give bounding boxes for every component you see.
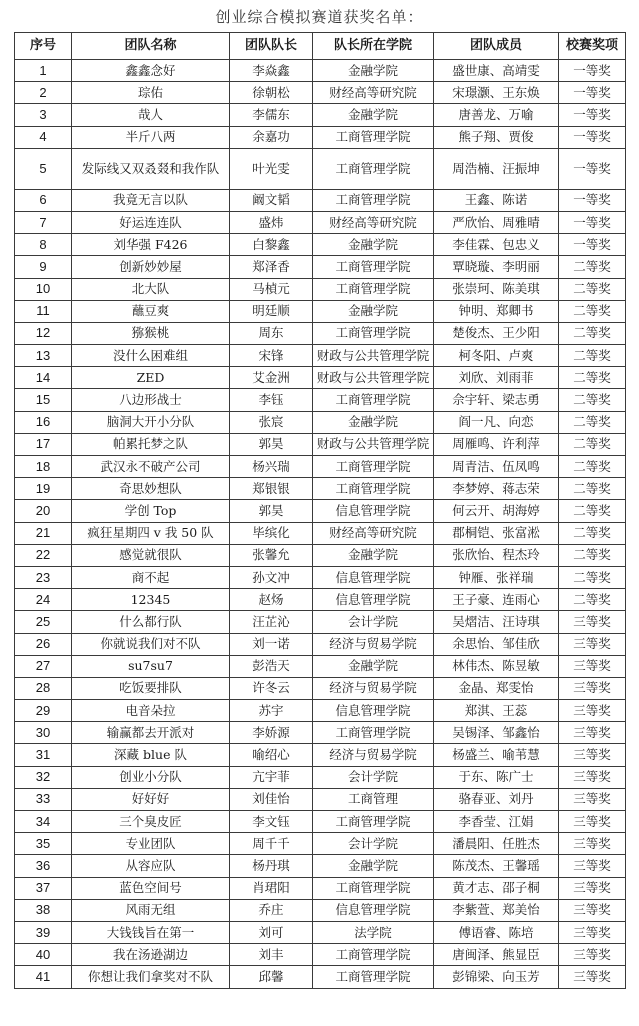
cell-team-name: 刘华强 F426 bbox=[72, 234, 230, 256]
cell-leader: 李儒东 bbox=[230, 104, 313, 126]
cell-no: 41 bbox=[15, 966, 72, 988]
cell-school: 财政与公共管理学院 bbox=[313, 367, 434, 389]
cell-team-name: 好运连连队 bbox=[72, 211, 230, 233]
cell-members: 吴锡泽、邹鑫怡 bbox=[434, 722, 559, 744]
cell-members: 周青洁、伍凤鸣 bbox=[434, 456, 559, 478]
cell-no: 31 bbox=[15, 744, 72, 766]
cell-award: 二等奖 bbox=[559, 278, 626, 300]
cell-leader: 喻绍心 bbox=[230, 744, 313, 766]
cell-no: 9 bbox=[15, 256, 72, 278]
cell-award: 二等奖 bbox=[559, 522, 626, 544]
cell-school: 会计学院 bbox=[313, 766, 434, 788]
cell-no: 6 bbox=[15, 189, 72, 211]
cell-award: 三等奖 bbox=[559, 766, 626, 788]
cell-no: 4 bbox=[15, 126, 72, 148]
cell-award: 一等奖 bbox=[559, 211, 626, 233]
cell-no: 24 bbox=[15, 589, 72, 611]
cell-school: 经济与贸易学院 bbox=[313, 744, 434, 766]
cell-award: 三等奖 bbox=[559, 722, 626, 744]
cell-members: 周雁鸣、许利萍 bbox=[434, 433, 559, 455]
cell-members: 金晶、郑雯怡 bbox=[434, 677, 559, 699]
cell-members: 唐善龙、万喻 bbox=[434, 104, 559, 126]
cell-school: 财政与公共管理学院 bbox=[313, 345, 434, 367]
cell-no: 37 bbox=[15, 877, 72, 899]
cell-award: 一等奖 bbox=[559, 126, 626, 148]
cell-members: 何云开、胡海婷 bbox=[434, 500, 559, 522]
cell-award: 二等奖 bbox=[559, 300, 626, 322]
header-no: 序号 bbox=[15, 33, 72, 60]
cell-award: 二等奖 bbox=[559, 433, 626, 455]
table-row bbox=[15, 877, 626, 899]
cell-team-name: ZED bbox=[72, 367, 230, 389]
table-row bbox=[15, 811, 626, 833]
cell-award: 一等奖 bbox=[559, 234, 626, 256]
cell-leader: 毕缤化 bbox=[230, 522, 313, 544]
cell-school: 财经高等研究院 bbox=[313, 522, 434, 544]
cell-no: 12 bbox=[15, 322, 72, 344]
table-row bbox=[15, 104, 626, 126]
table-row bbox=[15, 921, 626, 943]
cell-team-name: 从容应队 bbox=[72, 855, 230, 877]
cell-school: 工商管理学院 bbox=[313, 189, 434, 211]
cell-no: 34 bbox=[15, 811, 72, 833]
cell-leader: 马楨元 bbox=[230, 278, 313, 300]
cell-award: 一等奖 bbox=[559, 148, 626, 189]
table-row bbox=[15, 82, 626, 104]
cell-team-name: 脑洞大开小分队 bbox=[72, 411, 230, 433]
cell-members: 严欣怡、周雅晴 bbox=[434, 211, 559, 233]
cell-team-name: 你想让我们拿奖对不队 bbox=[72, 966, 230, 988]
cell-team-name: 学创 Top bbox=[72, 500, 230, 522]
cell-leader: 张馨允 bbox=[230, 544, 313, 566]
cell-leader: 郑泽香 bbox=[230, 256, 313, 278]
cell-award: 一等奖 bbox=[559, 60, 626, 82]
cell-leader: 乔庄 bbox=[230, 899, 313, 921]
cell-no: 20 bbox=[15, 500, 72, 522]
cell-school: 信息管理学院 bbox=[313, 500, 434, 522]
cell-members: 宋璟灏、王东焕 bbox=[434, 82, 559, 104]
cell-no: 38 bbox=[15, 899, 72, 921]
cell-award: 三等奖 bbox=[559, 677, 626, 699]
cell-no: 18 bbox=[15, 456, 72, 478]
cell-team-name: 我在汤逊湖边 bbox=[72, 944, 230, 966]
cell-leader: 李娇源 bbox=[230, 722, 313, 744]
cell-school: 工商管理学院 bbox=[313, 456, 434, 478]
cell-team-name: 哉人 bbox=[72, 104, 230, 126]
cell-award: 三等奖 bbox=[559, 833, 626, 855]
header-leader: 团队队长 bbox=[230, 33, 313, 60]
cell-school: 经济与贸易学院 bbox=[313, 633, 434, 655]
cell-school: 金融学院 bbox=[313, 300, 434, 322]
cell-no: 2 bbox=[15, 82, 72, 104]
cell-leader: 周东 bbox=[230, 322, 313, 344]
cell-no: 21 bbox=[15, 522, 72, 544]
cell-award: 三等奖 bbox=[559, 811, 626, 833]
cell-members: 余思怡、邹佳欣 bbox=[434, 633, 559, 655]
header-school: 队长所在学院 bbox=[313, 33, 434, 60]
cell-school: 信息管理学院 bbox=[313, 899, 434, 921]
cell-school: 财政与公共管理学院 bbox=[313, 433, 434, 455]
cell-members: 覃晓璇、李明丽 bbox=[434, 256, 559, 278]
cell-school: 金融学院 bbox=[313, 855, 434, 877]
cell-leader: 周千千 bbox=[230, 833, 313, 855]
cell-team-name: 半斤八两 bbox=[72, 126, 230, 148]
cell-team-name: 12345 bbox=[72, 589, 230, 611]
cell-leader: 明廷顺 bbox=[230, 300, 313, 322]
cell-school: 金融学院 bbox=[313, 544, 434, 566]
cell-school: 财经高等研究院 bbox=[313, 82, 434, 104]
cell-team-name: 没什么困难组 bbox=[72, 345, 230, 367]
table-row bbox=[15, 345, 626, 367]
cell-team-name: 疯狂星期四 v 我 50 队 bbox=[72, 522, 230, 544]
cell-leader: 肖珺阳 bbox=[230, 877, 313, 899]
cell-school: 金融学院 bbox=[313, 104, 434, 126]
cell-members: 骆春亚、刘丹 bbox=[434, 788, 559, 810]
table-row bbox=[15, 148, 626, 189]
cell-members: 钟明、郑卿书 bbox=[434, 300, 559, 322]
cell-no: 15 bbox=[15, 389, 72, 411]
cell-leader: 刘丰 bbox=[230, 944, 313, 966]
table-row bbox=[15, 211, 626, 233]
cell-members: 陈茂杰、王馨瑶 bbox=[434, 855, 559, 877]
cell-team-name: 三个臭皮匠 bbox=[72, 811, 230, 833]
cell-leader: 余嘉功 bbox=[230, 126, 313, 148]
cell-members: 钟雁、张祥瑞 bbox=[434, 566, 559, 588]
table-row bbox=[15, 589, 626, 611]
cell-leader: 李钰 bbox=[230, 389, 313, 411]
cell-award: 三等奖 bbox=[559, 744, 626, 766]
table-row bbox=[15, 60, 626, 82]
table-row bbox=[15, 677, 626, 699]
cell-award: 二等奖 bbox=[559, 345, 626, 367]
document-title: 创业综合模拟赛道获奖名单： bbox=[215, 8, 424, 26]
cell-team-name: 发际线又双叒叕和我作队 bbox=[72, 148, 230, 189]
cell-award: 二等奖 bbox=[559, 566, 626, 588]
cell-school: 会计学院 bbox=[313, 611, 434, 633]
cell-team-name: 深藏 blue 队 bbox=[72, 744, 230, 766]
cell-members: 李佳霖、包忠义 bbox=[434, 234, 559, 256]
cell-school: 工商管理学院 bbox=[313, 877, 434, 899]
cell-no: 11 bbox=[15, 300, 72, 322]
cell-school: 工商管理学院 bbox=[313, 811, 434, 833]
cell-leader: 邱馨 bbox=[230, 966, 313, 988]
cell-leader: 郭昊 bbox=[230, 500, 313, 522]
cell-school: 工商管理学院 bbox=[313, 389, 434, 411]
cell-members: 周浩楠、汪振坤 bbox=[434, 148, 559, 189]
cell-leader: 亢宇菲 bbox=[230, 766, 313, 788]
cell-award: 二等奖 bbox=[559, 256, 626, 278]
cell-leader: 盛炜 bbox=[230, 211, 313, 233]
cell-leader: 孙文冲 bbox=[230, 566, 313, 588]
cell-members: 潘晨阳、任胜杰 bbox=[434, 833, 559, 855]
cell-leader: 汪芷沁 bbox=[230, 611, 313, 633]
cell-members: 张欣怡、程杰玲 bbox=[434, 544, 559, 566]
header-members: 团队成员 bbox=[434, 33, 559, 60]
cell-school: 经济与贸易学院 bbox=[313, 677, 434, 699]
cell-award: 三等奖 bbox=[559, 921, 626, 943]
cell-school: 财经高等研究院 bbox=[313, 211, 434, 233]
table-row bbox=[15, 478, 626, 500]
cell-members: 彭锦梁、向玉芳 bbox=[434, 966, 559, 988]
cell-leader: 李焱鑫 bbox=[230, 60, 313, 82]
cell-award: 三等奖 bbox=[559, 788, 626, 810]
cell-leader: 赵炀 bbox=[230, 589, 313, 611]
cell-team-name: 八边形战士 bbox=[72, 389, 230, 411]
cell-leader: 叶光雯 bbox=[230, 148, 313, 189]
cell-leader: 杨丹琪 bbox=[230, 855, 313, 877]
cell-members: 张崇珂、陈美琪 bbox=[434, 278, 559, 300]
cell-members: 杨盛兰、喻苇慧 bbox=[434, 744, 559, 766]
cell-leader: 刘可 bbox=[230, 921, 313, 943]
cell-team-name: 我竟无言以队 bbox=[72, 189, 230, 211]
cell-no: 13 bbox=[15, 345, 72, 367]
cell-leader: 杨兴瑞 bbox=[230, 456, 313, 478]
cell-leader: 宋锋 bbox=[230, 345, 313, 367]
cell-no: 25 bbox=[15, 611, 72, 633]
cell-members: 熊子翔、贾俊 bbox=[434, 126, 559, 148]
cell-members: 郡桐铠、张富淞 bbox=[434, 522, 559, 544]
cell-leader: 艾金洲 bbox=[230, 367, 313, 389]
cell-team-name: 琮佑 bbox=[72, 82, 230, 104]
cell-no: 3 bbox=[15, 104, 72, 126]
cell-team-name: 猕猴桃 bbox=[72, 322, 230, 344]
cell-team-name: 武汉永不破产公司 bbox=[72, 456, 230, 478]
cell-members: 黄才志、邵子桐 bbox=[434, 877, 559, 899]
cell-award: 二等奖 bbox=[559, 544, 626, 566]
cell-team-name: 帕累托梦之队 bbox=[72, 433, 230, 455]
cell-school: 金融学院 bbox=[313, 60, 434, 82]
cell-team-name: 什么都行队 bbox=[72, 611, 230, 633]
cell-members: 吴熠洁、汪诗琪 bbox=[434, 611, 559, 633]
cell-members: 柯冬阳、卢爽 bbox=[434, 345, 559, 367]
cell-school: 会计学院 bbox=[313, 833, 434, 855]
cell-team-name: su7su7 bbox=[72, 655, 230, 677]
cell-school: 金融学院 bbox=[313, 655, 434, 677]
cell-award: 一等奖 bbox=[559, 82, 626, 104]
table-row bbox=[15, 367, 626, 389]
cell-school: 工商管理学院 bbox=[313, 944, 434, 966]
cell-award: 三等奖 bbox=[559, 966, 626, 988]
cell-members: 刘欣、刘雨菲 bbox=[434, 367, 559, 389]
cell-team-name: 电音朵拉 bbox=[72, 700, 230, 722]
cell-school: 工商管理学院 bbox=[313, 256, 434, 278]
cell-leader: 阚文韬 bbox=[230, 189, 313, 211]
cell-members: 楚俊杰、王少阳 bbox=[434, 322, 559, 344]
cell-leader: 郭昊 bbox=[230, 433, 313, 455]
table-row bbox=[15, 433, 626, 455]
cell-no: 16 bbox=[15, 411, 72, 433]
cell-school: 工商管理学院 bbox=[313, 148, 434, 189]
cell-team-name: 大钱钱旨在第一 bbox=[72, 921, 230, 943]
cell-team-name: 创业小分队 bbox=[72, 766, 230, 788]
cell-members: 林伟杰、陈昱敏 bbox=[434, 655, 559, 677]
table-row bbox=[15, 411, 626, 433]
cell-members: 王子豪、连雨心 bbox=[434, 589, 559, 611]
cell-no: 30 bbox=[15, 722, 72, 744]
cell-award: 二等奖 bbox=[559, 389, 626, 411]
cell-award: 二等奖 bbox=[559, 367, 626, 389]
cell-members: 盛世康、高靖雯 bbox=[434, 60, 559, 82]
cell-leader: 刘佳怡 bbox=[230, 788, 313, 810]
cell-no: 22 bbox=[15, 544, 72, 566]
table-row bbox=[15, 833, 626, 855]
cell-team-name: 蘸豆爽 bbox=[72, 300, 230, 322]
cell-award: 三等奖 bbox=[559, 944, 626, 966]
cell-team-name: 奇思妙想队 bbox=[72, 478, 230, 500]
cell-no: 26 bbox=[15, 633, 72, 655]
cell-leader: 白黎鑫 bbox=[230, 234, 313, 256]
cell-school: 法学院 bbox=[313, 921, 434, 943]
cell-award: 二等奖 bbox=[559, 478, 626, 500]
cell-award: 三等奖 bbox=[559, 855, 626, 877]
cell-no: 23 bbox=[15, 566, 72, 588]
cell-no: 29 bbox=[15, 700, 72, 722]
cell-members: 王鑫、陈诺 bbox=[434, 189, 559, 211]
cell-team-name: 感觉就很队 bbox=[72, 544, 230, 566]
cell-no: 7 bbox=[15, 211, 72, 233]
cell-no: 39 bbox=[15, 921, 72, 943]
cell-no: 17 bbox=[15, 433, 72, 455]
cell-leader: 郑银银 bbox=[230, 478, 313, 500]
cell-award: 三等奖 bbox=[559, 877, 626, 899]
cell-award: 二等奖 bbox=[559, 411, 626, 433]
cell-members: 李紫萱、郑美怡 bbox=[434, 899, 559, 921]
cell-leader: 彭浩天 bbox=[230, 655, 313, 677]
cell-no: 5 bbox=[15, 148, 72, 189]
table-row bbox=[15, 278, 626, 300]
table-row bbox=[15, 744, 626, 766]
cell-team-name: 鑫鑫念好 bbox=[72, 60, 230, 82]
table-row bbox=[15, 256, 626, 278]
cell-award: 三等奖 bbox=[559, 633, 626, 655]
cell-no: 40 bbox=[15, 944, 72, 966]
cell-no: 33 bbox=[15, 788, 72, 810]
cell-school: 金融学院 bbox=[313, 411, 434, 433]
header-team-name: 团队名称 bbox=[72, 33, 230, 60]
table-body bbox=[15, 60, 626, 989]
cell-award: 一等奖 bbox=[559, 104, 626, 126]
cell-school: 工商管理学院 bbox=[313, 478, 434, 500]
cell-school: 工商管理学院 bbox=[313, 322, 434, 344]
awards-table bbox=[14, 32, 626, 989]
cell-award: 二等奖 bbox=[559, 322, 626, 344]
cell-leader: 苏宇 bbox=[230, 700, 313, 722]
cell-no: 28 bbox=[15, 677, 72, 699]
table-row bbox=[15, 522, 626, 544]
table-row bbox=[15, 566, 626, 588]
table-row bbox=[15, 500, 626, 522]
cell-members: 李梦婷、蒋志荣 bbox=[434, 478, 559, 500]
cell-team-name: 吃饭要排队 bbox=[72, 677, 230, 699]
cell-school: 信息管理学院 bbox=[313, 566, 434, 588]
cell-members: 佘宇轩、梁志勇 bbox=[434, 389, 559, 411]
cell-leader: 张宸 bbox=[230, 411, 313, 433]
cell-school: 信息管理学院 bbox=[313, 589, 434, 611]
cell-team-name: 专业团队 bbox=[72, 833, 230, 855]
cell-no: 32 bbox=[15, 766, 72, 788]
cell-award: 三等奖 bbox=[559, 700, 626, 722]
table-row bbox=[15, 722, 626, 744]
cell-members: 阎一凡、向恋 bbox=[434, 411, 559, 433]
cell-team-name: 好好好 bbox=[72, 788, 230, 810]
cell-award: 三等奖 bbox=[559, 899, 626, 921]
cell-no: 1 bbox=[15, 60, 72, 82]
table-row bbox=[15, 234, 626, 256]
cell-members: 于东、陈广士 bbox=[434, 766, 559, 788]
table-row bbox=[15, 633, 626, 655]
cell-award: 三等奖 bbox=[559, 655, 626, 677]
cell-team-name: 创新妙妙屋 bbox=[72, 256, 230, 278]
table-row bbox=[15, 788, 626, 810]
cell-award: 一等奖 bbox=[559, 189, 626, 211]
cell-no: 35 bbox=[15, 833, 72, 855]
cell-no: 19 bbox=[15, 478, 72, 500]
cell-team-name: 蓝色空间号 bbox=[72, 877, 230, 899]
cell-no: 10 bbox=[15, 278, 72, 300]
cell-school: 工商管理 bbox=[313, 788, 434, 810]
cell-award: 三等奖 bbox=[559, 611, 626, 633]
table-row bbox=[15, 126, 626, 148]
cell-members: 郑淇、王蕊 bbox=[434, 700, 559, 722]
table-row bbox=[15, 456, 626, 478]
table-row bbox=[15, 189, 626, 211]
table-header-row bbox=[15, 33, 626, 60]
cell-school: 工商管理学院 bbox=[313, 126, 434, 148]
table-row bbox=[15, 655, 626, 677]
cell-award: 二等奖 bbox=[559, 500, 626, 522]
cell-school: 工商管理学院 bbox=[313, 966, 434, 988]
table-row bbox=[15, 300, 626, 322]
cell-school: 工商管理学院 bbox=[313, 278, 434, 300]
cell-leader: 许冬云 bbox=[230, 677, 313, 699]
cell-team-name: 输赢都去开派对 bbox=[72, 722, 230, 744]
cell-no: 27 bbox=[15, 655, 72, 677]
cell-award: 二等奖 bbox=[559, 589, 626, 611]
table-row bbox=[15, 899, 626, 921]
table-row bbox=[15, 544, 626, 566]
cell-no: 36 bbox=[15, 855, 72, 877]
cell-team-name: 商不起 bbox=[72, 566, 230, 588]
cell-leader: 李文钰 bbox=[230, 811, 313, 833]
cell-team-name: 北大队 bbox=[72, 278, 230, 300]
cell-team-name: 你就说我们对不队 bbox=[72, 633, 230, 655]
cell-leader: 刘一诺 bbox=[230, 633, 313, 655]
cell-school: 工商管理学院 bbox=[313, 722, 434, 744]
table-row bbox=[15, 389, 626, 411]
table-row bbox=[15, 944, 626, 966]
table-row bbox=[15, 966, 626, 988]
table-row bbox=[15, 855, 626, 877]
cell-members: 李香莹、江娟 bbox=[434, 811, 559, 833]
table-row bbox=[15, 700, 626, 722]
cell-school: 信息管理学院 bbox=[313, 700, 434, 722]
cell-no: 8 bbox=[15, 234, 72, 256]
cell-members: 唐闽泽、熊显臣 bbox=[434, 944, 559, 966]
cell-members: 傅语睿、陈培 bbox=[434, 921, 559, 943]
cell-team-name: 风雨无组 bbox=[72, 899, 230, 921]
cell-no: 14 bbox=[15, 367, 72, 389]
cell-leader: 徐朝松 bbox=[230, 82, 313, 104]
cell-school: 金融学院 bbox=[313, 234, 434, 256]
table-row bbox=[15, 611, 626, 633]
header-award: 校赛奖项 bbox=[559, 33, 626, 60]
table-row bbox=[15, 322, 626, 344]
table-row bbox=[15, 766, 626, 788]
cell-award: 二等奖 bbox=[559, 456, 626, 478]
